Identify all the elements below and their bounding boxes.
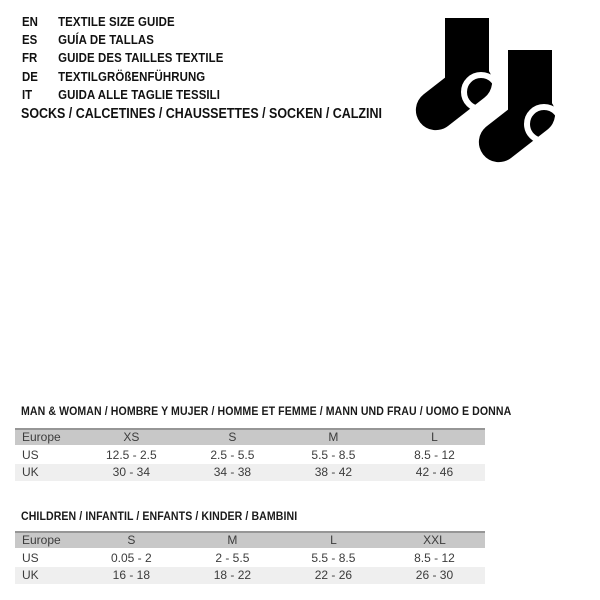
size-cell: 2 - 5.5 — [215, 551, 250, 565]
language-label: GUÍA DE TALLAS — [58, 32, 155, 48]
sock-back-icon — [408, 18, 500, 138]
header-cell-size: L — [384, 429, 485, 446]
children-size-table — [15, 531, 485, 584]
man-woman-table-title: MAN & WOMAN / HOMBRE Y MUJER / HOMME ET FEMME / MANN UND FRAU / UOMO E DONNA — [21, 404, 512, 418]
size-cell: 26 - 30 — [415, 568, 454, 582]
region-cell: US — [22, 448, 39, 462]
language-code: EN — [22, 13, 38, 29]
language-row-es — [22, 30, 223, 48]
size-cell: 34 - 38 — [213, 465, 252, 479]
language-label: GUIDA ALLE TAGLIE TESSILI — [58, 87, 221, 103]
header-cell-size: XS — [81, 429, 182, 446]
header-cell-region: Europe — [15, 429, 81, 446]
size-cell: 5.5 - 8.5 — [311, 551, 356, 565]
children-table-title: CHILDREN / INFANTIL / ENFANTS / KINDER / BAMBINI — [21, 509, 298, 523]
header-cell-size: S — [81, 532, 182, 549]
category-title: SOCKS / CALCETINES / CHAUSSETTES / SOCKEN / CALZINI — [21, 106, 382, 122]
table-row-us — [15, 549, 485, 567]
language-label: TEXTILGRÖßENFÜHRUNG — [58, 68, 206, 84]
header-cell-size: L — [283, 532, 384, 549]
size-cell: 12.5 - 2.5 — [105, 448, 157, 462]
table-row-us — [15, 446, 485, 464]
region-cell: UK — [22, 568, 39, 582]
header-cell-size: M — [283, 429, 384, 446]
table-row-uk — [15, 464, 485, 481]
size-cell: 2.5 - 5.5 — [210, 448, 255, 462]
size-cell: 16 - 18 — [112, 568, 150, 582]
table-header-row — [15, 532, 485, 549]
size-cell: 8.5 - 12 — [414, 448, 455, 462]
language-code: IT — [22, 87, 33, 103]
size-cell: 30 - 34 — [112, 465, 150, 479]
table-header-row — [15, 429, 485, 446]
language-label: GUIDE DES TAILLES TEXTILE — [58, 50, 224, 66]
size-cell: 18 - 22 — [213, 568, 252, 582]
language-row-en — [22, 12, 223, 30]
size-cell: 8.5 - 12 — [414, 551, 455, 565]
table-row-uk — [15, 567, 485, 584]
size-cell: 38 - 42 — [314, 465, 353, 479]
region-cell: US — [22, 551, 39, 565]
region-cell: UK — [22, 465, 39, 479]
header-cell-size: XXL — [384, 532, 485, 549]
language-label: TEXTILE SIZE GUIDE — [58, 13, 175, 29]
language-row-it — [22, 86, 223, 104]
socks-icon — [400, 8, 570, 183]
size-cell: 5.5 - 8.5 — [311, 448, 356, 462]
header-cell-size: S — [182, 429, 283, 446]
language-list — [22, 12, 251, 104]
language-code: FR — [22, 50, 38, 66]
language-code: ES — [22, 32, 38, 48]
language-code: DE — [22, 68, 38, 84]
header-cell-size: M — [182, 532, 283, 549]
language-row-de — [22, 67, 223, 85]
size-cell: 0.05 - 2 — [110, 551, 152, 565]
man-woman-size-table — [15, 428, 485, 481]
language-row-fr — [22, 49, 223, 67]
size-cell: 22 - 26 — [314, 568, 353, 582]
size-cell: 42 - 46 — [415, 465, 454, 479]
header-cell-region: Europe — [15, 532, 81, 549]
